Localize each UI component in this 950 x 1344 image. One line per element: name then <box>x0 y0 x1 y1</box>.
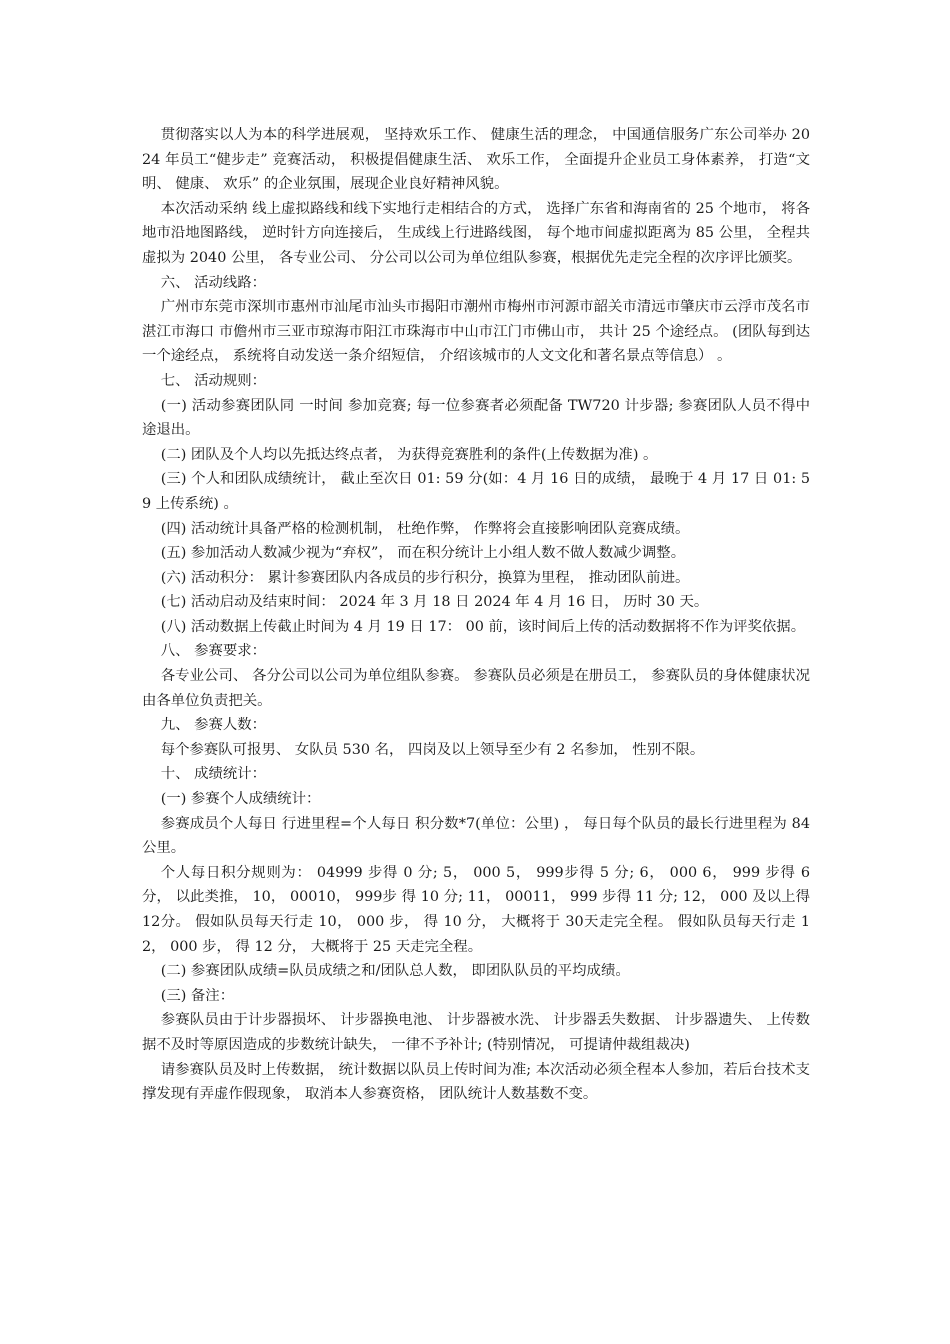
rule-item-4: (四) 活动统计具备严格的检测机制， 杜绝作弊， 作弊将会直接影响团队竞赛成绩。 <box>160 520 690 537</box>
rule-item-7: (七) 活动启动及结束时间： 2024 年 3 月 18 日 2024 年 4 月 16 日， 历时 30 天。 <box>160 594 709 611</box>
notes-subheading: (三) 备注： <box>160 987 235 1004</box>
participants-paragraph: 每个参赛队可报男、 女队员 530 名， 四岗及以上领导至少有 2 名参加， 性别不限。 <box>160 741 705 758</box>
scoring-subheading-individual: (一) 参赛个人成绩统计： <box>160 791 321 808</box>
team-score-paragraph: (二) 参赛团队成绩=队员成绩之和/团队总人数， 即团队队员的平均成绩。 <box>160 963 630 980</box>
rule-item-2: (二) 团队及个人均以先抵达终点者， 为获得竞赛胜利的条件(上传数据为准) 。 <box>160 446 658 463</box>
intro-paragraph: 贯彻落实以人为本的科学进展观， 坚持欢乐工作、 健康生活的理念， 中国通信服务广东公司举办 2024 年员工“健步走” 竞赛活动， 积极提倡健康生活、 欢乐工作， 全面提升企业员工身体素养， 打造“文明、 健康、 欢乐” 的企业氛围，展现企业良好精神风貌。 <box>142 127 810 193</box>
activity-method-paragraph: 本次活动采纳 线上虚拟路线和线下实地行走相结合的方式， 选择广东省和海南省的 25 个地市， 将各地市沿地图路线， 逆时针方向连接后， 生成线上行进路线图， 每个地市间虚拟距离为 85 公里， 全程共虚拟为 2040 公里， 各专业公司、 分公司以公司为单位组队参赛，根据优先走完全程的次序评比颁奖。 <box>142 200 810 266</box>
rule-item-3: (三) 个人和团队成绩统计， 截止至次日 01: 59 分(如：4 月 16 日的成绩， 最晚于 4 月 17 日 01: 59 上传系统) 。 <box>142 471 810 512</box>
section-heading-rules: 七、 活动规则： <box>160 372 267 389</box>
notes-paragraph-1: 参赛队员由于计步器损坏、 计步器换电池、 计步器被水洗、 计步器丢失数据、 计步器遗失、 上传数据不及时等原因造成的步数统计缺失， 一律不予补计; (特别情况， 可提请仲裁组裁决) <box>142 1012 810 1053</box>
section-heading-scoring: 十、 成绩统计： <box>160 766 267 783</box>
document-body <box>142 123 810 1107</box>
requirements-paragraph: 各专业公司、 各分公司以公司为单位组队参赛。 参赛队员必须是在册员工， 参赛队员的身体健康状况由各单位负责把关。 <box>142 668 810 709</box>
rule-item-5: (五) 参加活动人数减少视为“弃权”， 而在积分统计上小组人数不做人数减少调整。 <box>160 545 686 562</box>
individual-points-paragraph: 个人每日积分规则为： 04999 步得 0 分; 5， 000 5， 999步得 5 分; 6， 000 6， 999 步得 6 分， 以此类推， 10， 00010， 999步 得 10 分; 11， 00011， 999 步得 11 分; 12， 000 及以上得 12分。 假如队员每天行走 10， 000 步， 得 10 分， 大概将于 30天走完全程。 假如队员每天行走 12， 000 步， 得 12 分， 大概将于 25 天走完全程。 <box>142 864 810 955</box>
rule-item-8: (八) 活动数据上传截止时间为 4 月 19 日 17： 00 前，该时间后上传的活动数据将不作为评奖依据。 <box>160 618 806 635</box>
section-heading-route: 六、 活动线路： <box>160 274 267 291</box>
rule-item-6: (六) 活动积分： 累计参赛团队内各成员的步行积分，换算为里程， 推动团队前进。 <box>160 569 690 586</box>
rule-item-1: (一) 活动参赛团队同 一时间 参加竞赛; 每一位参赛者必须配备 TW720 计步器; 参赛团队人员不得中途退出。 <box>142 397 810 439</box>
notes-paragraph-2: 请参赛队员及时上传数据， 统计数据以队员上传时间为准; 本次活动必须全程本人参加，若后台技术支撑发现有弄虚作假现象， 取消本人参赛资格， 团队统计人数基数不变。 <box>142 1061 810 1103</box>
route-paragraph: 广州市东莞市深圳市惠州市汕尾市汕头市揭阳市潮州市梅州市河源市韶关市清远市肇庆市云浮市茂名市湛江市海口 市儋州市三亚市琼海市阳江市珠海市中山市江门市佛山市， 共计 25 个途经点。 (团队每到达一个途经点， 系统将自动发送一条介绍短信， 介绍该城市的人文文化和著名景点等信息） 。 <box>142 299 810 365</box>
section-heading-requirements: 八、 参赛要求： <box>160 643 267 660</box>
section-heading-participants: 九、 参赛人数： <box>160 717 267 734</box>
individual-mileage-paragraph: 参赛成员个人每日 行进里程=个人每日 积分数*7(单位：公里) ， 每日每个队员的最长行进里程为 84 公里。 <box>142 815 810 857</box>
